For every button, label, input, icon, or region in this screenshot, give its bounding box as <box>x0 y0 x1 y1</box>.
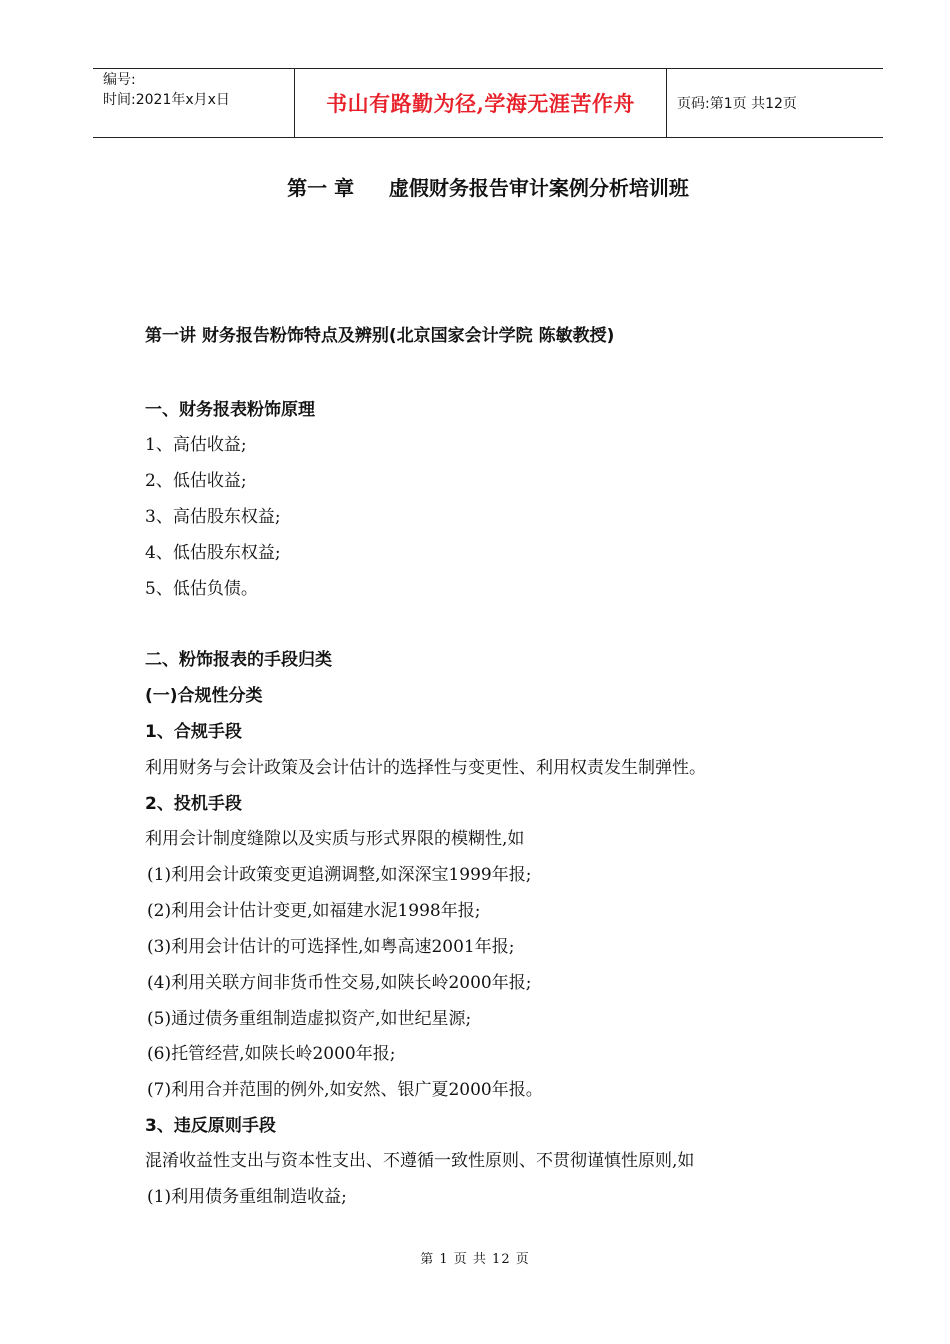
list-item: (5)通过债务重组制造虚拟资产,如世纪星源; <box>147 1009 472 1029</box>
method2-text: 利用会计制度缝隙以及实质与形式界限的模糊性,如 <box>145 829 525 849</box>
page-footer: 第 1 页 共 12 页 <box>420 1252 530 1267</box>
list-item: (1)利用会计政策变更追溯调整,如深深宝1999年报; <box>147 865 532 885</box>
list-item: 5、低估负债。 <box>145 579 258 599</box>
list-item: (4)利用关联方间非货币性交易,如陕长岭2000年报; <box>147 973 532 993</box>
lecture-title: 第一讲 财务报告粉饰特点及辨别(北京国家会计学院 陈敏教授) <box>145 326 615 346</box>
list-item: (3)利用会计估计的可选择性,如粤高速2001年报; <box>147 937 515 957</box>
list-item: (6)托管经营,如陕长岭2000年报; <box>147 1044 396 1064</box>
list-item: 1、高估收益; <box>145 435 247 455</box>
time-label: 时间:2021年x月x日 <box>103 92 230 108</box>
method1-text: 利用财务与会计政策及会计估计的选择性与变更性、利用权责发生制弹性。 <box>145 758 706 778</box>
page-header <box>93 68 883 138</box>
header-meta <box>93 69 294 137</box>
list-item: (1)利用债务重组制造收益; <box>147 1187 347 1207</box>
number-label: 编号: <box>103 72 136 88</box>
header-motto: 书山有路勤为径,学海无涯苦作舟 <box>294 69 667 137</box>
list-item: 4、低估股东权益; <box>145 543 281 563</box>
method3-text: 混淆收益性支出与资本性支出、不遵循一致性原则、不贯彻谨慎性原则,如 <box>145 1151 695 1171</box>
section2-subheading: (一)合规性分类 <box>145 686 263 706</box>
list-item: (7)利用合并范围的例外,如安然、银广夏2000年报。 <box>147 1080 543 1100</box>
header-page-info: 页码:第1页 共12页 <box>677 96 797 112</box>
section2-heading: 二、粉饰报表的手段归类 <box>145 650 332 670</box>
method3-heading: 3、违反原则手段 <box>145 1116 276 1136</box>
section1-heading: 一、财务报表粉饰原理 <box>145 400 315 420</box>
list-item: (2)利用会计估计变更,如福建水泥1998年报; <box>147 901 481 921</box>
chapter-title: 第一 章 虚假财务报告审计案例分析培训班 <box>287 176 689 200</box>
list-item: 3、高估股东权益; <box>145 507 281 527</box>
list-item: 2、低估收益; <box>145 471 247 491</box>
method1-heading: 1、合规手段 <box>145 722 242 742</box>
method2-heading: 2、投机手段 <box>145 794 242 814</box>
